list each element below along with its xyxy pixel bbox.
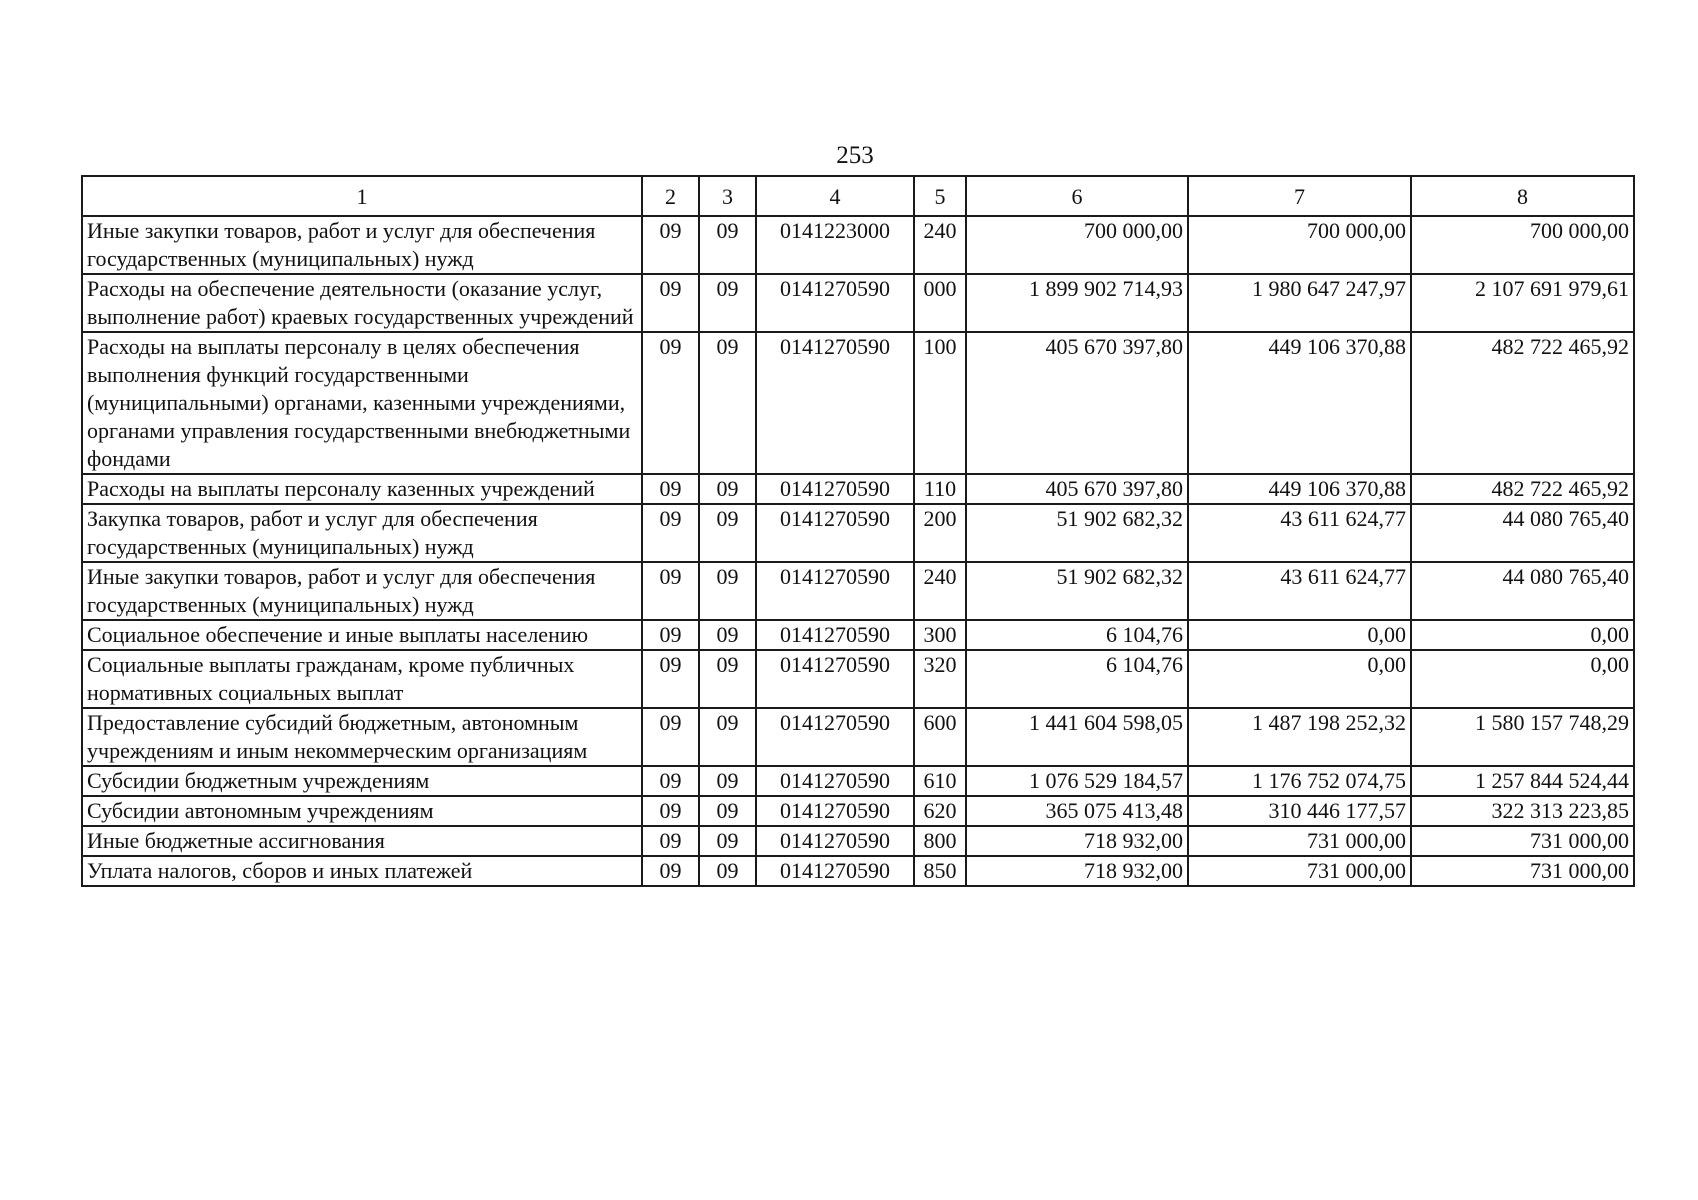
row-name: Расходы на выплаты персоналу казенных учреждений bbox=[82, 474, 642, 504]
row-expense-type: 610 bbox=[914, 766, 966, 796]
row-name: Социальные выплаты гражданам, кроме публичных нормативных социальных выплат bbox=[82, 650, 642, 708]
row-amount-6: 51 902 682,32 bbox=[966, 504, 1188, 562]
row-name: Предоставление субсидий бюджетным, автономным учреждениям и иным некоммерческим организациям bbox=[82, 708, 642, 766]
table-row bbox=[82, 766, 1634, 796]
row-amount-7: 1 176 752 074,75 bbox=[1188, 766, 1411, 796]
column-header-3: 3 bbox=[699, 176, 756, 216]
column-header-1: 1 bbox=[82, 176, 642, 216]
row-amount-6: 405 670 397,80 bbox=[966, 474, 1188, 504]
row-target-code: 0141270590 bbox=[756, 332, 914, 474]
table-row bbox=[82, 650, 1634, 708]
row-amount-7: 0,00 bbox=[1188, 650, 1411, 708]
row-target-code: 0141270590 bbox=[756, 650, 914, 708]
table-row bbox=[82, 474, 1634, 504]
table-row bbox=[82, 274, 1634, 332]
row-subsection: 09 bbox=[699, 766, 756, 796]
row-target-code: 0141270590 bbox=[756, 826, 914, 856]
table-row bbox=[82, 504, 1634, 562]
table-row bbox=[82, 856, 1634, 886]
row-section: 09 bbox=[642, 474, 699, 504]
row-name: Социальное обеспечение и иные выплаты населению bbox=[82, 620, 642, 650]
row-section: 09 bbox=[642, 650, 699, 708]
row-amount-8: 2 107 691 979,61 bbox=[1411, 274, 1634, 332]
row-expense-type: 300 bbox=[914, 620, 966, 650]
row-expense-type: 320 bbox=[914, 650, 966, 708]
row-name: Уплата налогов, сборов и иных платежей bbox=[82, 856, 642, 886]
budget-table bbox=[81, 175, 1635, 887]
row-amount-7: 731 000,00 bbox=[1188, 856, 1411, 886]
row-section: 09 bbox=[642, 796, 699, 826]
row-amount-7: 1 487 198 252,32 bbox=[1188, 708, 1411, 766]
row-amount-6: 1 441 604 598,05 bbox=[966, 708, 1188, 766]
row-amount-6: 1 899 902 714,93 bbox=[966, 274, 1188, 332]
table-row bbox=[82, 216, 1634, 274]
row-name: Субсидии бюджетным учреждениям bbox=[82, 766, 642, 796]
row-amount-8: 700 000,00 bbox=[1411, 216, 1634, 274]
row-section: 09 bbox=[642, 504, 699, 562]
row-section: 09 bbox=[642, 826, 699, 856]
column-header-4: 4 bbox=[756, 176, 914, 216]
row-amount-7: 43 611 624,77 bbox=[1188, 504, 1411, 562]
row-amount-8: 44 080 765,40 bbox=[1411, 504, 1634, 562]
row-amount-8: 482 722 465,92 bbox=[1411, 332, 1634, 474]
row-subsection: 09 bbox=[699, 796, 756, 826]
row-expense-type: 800 bbox=[914, 826, 966, 856]
row-target-code: 0141270590 bbox=[756, 856, 914, 886]
row-subsection: 09 bbox=[699, 474, 756, 504]
row-subsection: 09 bbox=[699, 708, 756, 766]
row-amount-6: 365 075 413,48 bbox=[966, 796, 1188, 826]
column-header-7: 7 bbox=[1188, 176, 1411, 216]
row-target-code: 0141270590 bbox=[756, 504, 914, 562]
row-expense-type: 240 bbox=[914, 216, 966, 274]
row-amount-6: 1 076 529 184,57 bbox=[966, 766, 1188, 796]
row-amount-8: 322 313 223,85 bbox=[1411, 796, 1634, 826]
row-name: Иные закупки товаров, работ и услуг для обеспечения государственных (муниципальных) нужд bbox=[82, 216, 642, 274]
row-amount-7: 0,00 bbox=[1188, 620, 1411, 650]
row-amount-6: 405 670 397,80 bbox=[966, 332, 1188, 474]
row-amount-8: 731 000,00 bbox=[1411, 856, 1634, 886]
row-amount-8: 731 000,00 bbox=[1411, 826, 1634, 856]
row-expense-type: 240 bbox=[914, 562, 966, 620]
row-subsection: 09 bbox=[699, 856, 756, 886]
row-amount-8: 0,00 bbox=[1411, 620, 1634, 650]
row-amount-7: 1 980 647 247,97 bbox=[1188, 274, 1411, 332]
row-amount-7: 731 000,00 bbox=[1188, 826, 1411, 856]
row-section: 09 bbox=[642, 766, 699, 796]
row-amount-8: 482 722 465,92 bbox=[1411, 474, 1634, 504]
page-number: 253 bbox=[836, 142, 874, 169]
row-name: Расходы на выплаты персоналу в целях обеспечения выполнения функций государственными (муниципальными) органами, казенными учреждениями, органами управления государственными внебюджетными фондами bbox=[82, 332, 642, 474]
row-subsection: 09 bbox=[699, 332, 756, 474]
row-expense-type: 200 bbox=[914, 504, 966, 562]
row-amount-6: 6 104,76 bbox=[966, 650, 1188, 708]
row-subsection: 09 bbox=[699, 274, 756, 332]
row-name: Иные закупки товаров, работ и услуг для обеспечения государственных (муниципальных) нужд bbox=[82, 562, 642, 620]
column-header-8: 8 bbox=[1411, 176, 1634, 216]
row-amount-7: 700 000,00 bbox=[1188, 216, 1411, 274]
row-expense-type: 600 bbox=[914, 708, 966, 766]
row-amount-8: 1 580 157 748,29 bbox=[1411, 708, 1634, 766]
row-subsection: 09 bbox=[699, 504, 756, 562]
row-amount-7: 449 106 370,88 bbox=[1188, 474, 1411, 504]
table-row bbox=[82, 796, 1634, 826]
row-expense-type: 620 bbox=[914, 796, 966, 826]
row-amount-8: 44 080 765,40 bbox=[1411, 562, 1634, 620]
row-target-code: 0141223000 bbox=[756, 216, 914, 274]
row-amount-6: 718 932,00 bbox=[966, 856, 1188, 886]
row-amount-7: 449 106 370,88 bbox=[1188, 332, 1411, 474]
row-amount-6: 6 104,76 bbox=[966, 620, 1188, 650]
column-header-6: 6 bbox=[966, 176, 1188, 216]
row-amount-7: 310 446 177,57 bbox=[1188, 796, 1411, 826]
row-amount-6: 700 000,00 bbox=[966, 216, 1188, 274]
row-target-code: 0141270590 bbox=[756, 766, 914, 796]
column-header-5: 5 bbox=[914, 176, 966, 216]
row-target-code: 0141270590 bbox=[756, 474, 914, 504]
row-amount-8: 1 257 844 524,44 bbox=[1411, 766, 1634, 796]
row-subsection: 09 bbox=[699, 620, 756, 650]
row-expense-type: 110 bbox=[914, 474, 966, 504]
row-amount-6: 51 902 682,32 bbox=[966, 562, 1188, 620]
row-name: Расходы на обеспечение деятельности (оказание услуг, выполнение работ) краевых государственных учреждений bbox=[82, 274, 642, 332]
row-expense-type: 100 bbox=[914, 332, 966, 474]
row-section: 09 bbox=[642, 620, 699, 650]
header-row bbox=[82, 176, 1634, 216]
table-row bbox=[82, 620, 1634, 650]
row-section: 09 bbox=[642, 274, 699, 332]
column-header-2: 2 bbox=[642, 176, 699, 216]
row-section: 09 bbox=[642, 332, 699, 474]
row-section: 09 bbox=[642, 562, 699, 620]
row-target-code: 0141270590 bbox=[756, 620, 914, 650]
row-target-code: 0141270590 bbox=[756, 796, 914, 826]
row-subsection: 09 bbox=[699, 650, 756, 708]
table-row bbox=[82, 562, 1634, 620]
row-subsection: 09 bbox=[699, 826, 756, 856]
row-amount-6: 718 932,00 bbox=[966, 826, 1188, 856]
row-subsection: 09 bbox=[699, 216, 756, 274]
table-row bbox=[82, 708, 1634, 766]
row-section: 09 bbox=[642, 856, 699, 886]
table-row bbox=[82, 826, 1634, 856]
row-expense-type: 000 bbox=[914, 274, 966, 332]
row-subsection: 09 bbox=[699, 562, 756, 620]
row-target-code: 0141270590 bbox=[756, 562, 914, 620]
row-section: 09 bbox=[642, 708, 699, 766]
row-amount-8: 0,00 bbox=[1411, 650, 1634, 708]
row-expense-type: 850 bbox=[914, 856, 966, 886]
row-target-code: 0141270590 bbox=[756, 274, 914, 332]
row-name: Закупка товаров, работ и услуг для обеспечения государственных (муниципальных) нужд bbox=[82, 504, 642, 562]
row-section: 09 bbox=[642, 216, 699, 274]
row-name: Иные бюджетные ассигнования bbox=[82, 826, 642, 856]
row-target-code: 0141270590 bbox=[756, 708, 914, 766]
table-row bbox=[82, 332, 1634, 474]
row-amount-7: 43 611 624,77 bbox=[1188, 562, 1411, 620]
row-name: Субсидии автономным учреждениям bbox=[82, 796, 642, 826]
